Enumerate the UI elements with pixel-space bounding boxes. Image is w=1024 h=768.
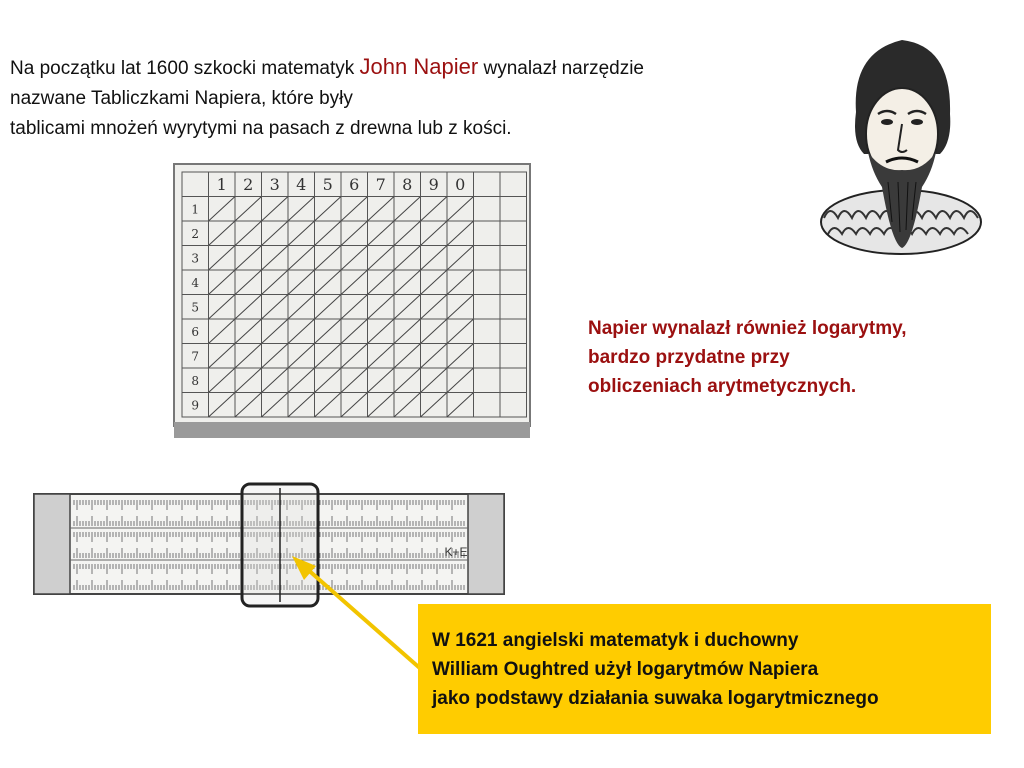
intro-line-1 [10,52,820,84]
oughtred-line-1: W 1621 angielski matematyk i duchowny [432,630,799,651]
oughtred-line-2: William Oughtred użył logarytmów Napiera [432,659,819,680]
bones-row-label: 1 [191,202,200,217]
bones-row-label: 7 [191,349,200,364]
bones-header-digit: 9 [428,175,439,194]
slide-rule-right-end [468,494,504,594]
bones-row-label: 2 [191,227,200,241]
logarithms-note-line-1: Napier wynalazł również logarytmy, [588,318,907,339]
bones-header-digit: 2 [243,175,254,194]
bones-header-digit: 1 [216,175,227,194]
napiers-bones-image [172,160,540,444]
bones-row-label: 8 [191,374,200,388]
slide-rule-image [30,476,518,610]
bones-row-label: 5 [191,300,200,315]
bones-header-digit: 3 [269,175,280,194]
oughtred-info-box [418,604,991,734]
logarithms-note-line-3: obliczeniach arytmetycznych. [588,376,857,397]
bones-row-label: 4 [191,276,200,290]
intro-paragraph [10,52,820,144]
slide-rule-left-end [34,494,70,594]
logarithms-note-line-2: bardzo przydatne przy [588,347,790,368]
bones-base [174,422,530,438]
bones-row-label: 9 [191,398,200,413]
intro-line-1-pre: Na początku lat 1600 szkocki matematyk [10,58,355,79]
oughtred-line-3: jako podstawy działania suwaka logarytmicznego [432,688,879,709]
bones-header-digit: 5 [322,175,333,194]
bones-header-digit: 0 [455,175,466,194]
bones-header-digit: 7 [375,175,386,194]
slide-rule-brand: K+E [444,545,468,559]
intro-line-1-post: wynalazł narzędzie [483,58,644,79]
intro-line-2: nazwane Tabliczkami Napiera, które były [10,88,353,109]
napier-portrait [812,22,990,274]
bones-header-digit: 8 [402,175,413,194]
bones-row-label: 6 [191,325,200,339]
logarithms-note [588,314,1008,401]
bones-row-label: 3 [191,251,200,266]
yellow-arrow-icon [280,550,440,680]
john-napier-name: John Napier [359,54,479,79]
intro-line-3: tablicami mnożeń wyrytymi na pasach z drewna lub z kości. [10,118,512,139]
bones-header-digit: 6 [349,175,360,194]
bones-header-digit: 4 [296,175,307,194]
